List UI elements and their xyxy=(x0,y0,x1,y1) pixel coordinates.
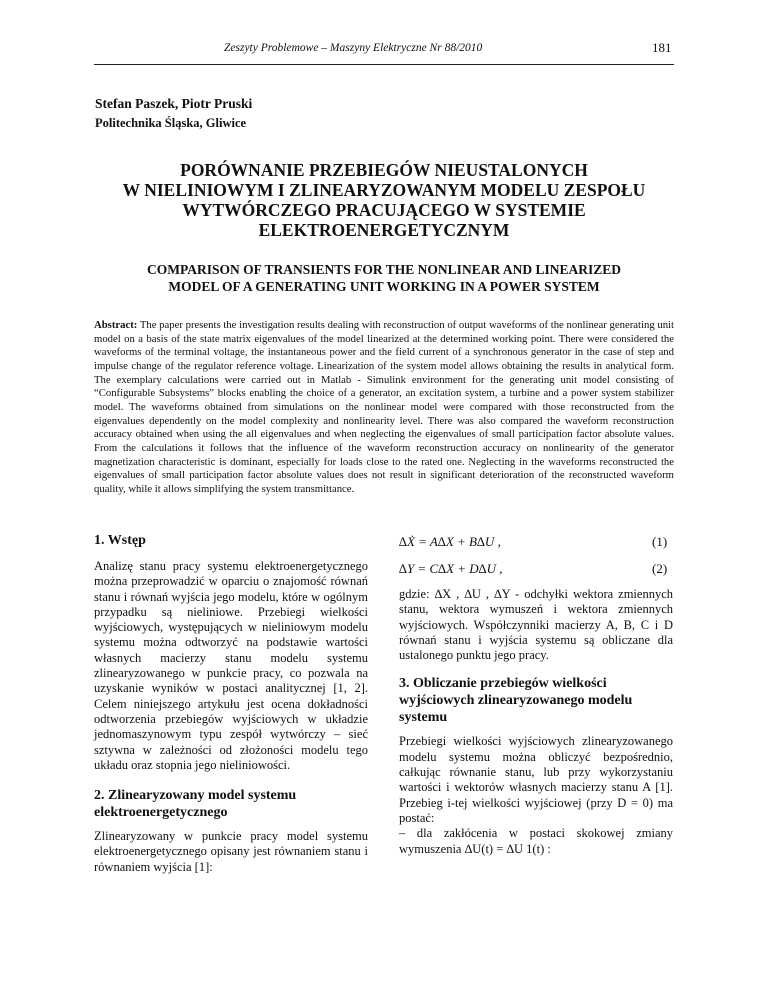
left-column xyxy=(94,532,368,875)
page-number: 181 xyxy=(652,40,672,55)
title-pl-line: PORÓWNANIE PRZEBIEGÓW NIEUSTALONYCH xyxy=(180,160,588,180)
section-2-text: Zlinearyzowany w punkcie pracy model systemu elektroenergetycznego opisany jest równaniem stanu i równaniem wyjścia [1]: xyxy=(94,829,368,874)
equation-2: ∆Y = C∆X + D∆U , xyxy=(399,561,503,576)
title-en-line: COMPARISON OF TRANSIENTS FOR THE NONLINEAR AND LINEARIZED xyxy=(147,262,621,277)
equation-1: ∆Ẋ = A∆X + B∆U , xyxy=(399,534,501,549)
right-column xyxy=(399,587,673,857)
abstract xyxy=(94,319,674,497)
equation-2-number: (2) xyxy=(652,561,668,576)
title-polish xyxy=(94,160,674,240)
abstract-text: The paper presents the investigation results dealing with reconstruction of output waveforms of the nonlinear generating unit model on a basis of the state matrix eigenvalues of the model linearized at the determined working point. There were considered the waveforms of the terminal voltage, the instantaneous power and the field current of a synchronous generator in the case of step and impulse change of the regulator reference voltage. Linearization of the system model allows obtaining the results in analytical form. The exemplary calculations were carried out in Matlab - Simulink environment for the generating unit model consisting of “Configurable Subsystems” blocks enabling the choice of a generator, an excitation system, a turbine and a power system stabilizer model. The waveforms obtained from simulations on the nonlinear model were compared with those reconstructed from the eigenvalues dependently on the model complexity and nonlinearity level. There was also compared the waveform reconstruction accuracy obtained when using the all eigenvalues and when neglecting the eigenvalues of small participation factor absolute values. From the calculations it follows that the influence of the waveform reconstruction accuracy on nonlinearity of the generator magnetization characteristic is dominant, especially for loads close to the rated one. Neglecting in the waveforms reconstructed the eigenvalues of small participation factor absolute values does not result in significant deterioration of the reconstructed waveform quality, while it allows simplifying the system transmittance. xyxy=(94,319,674,495)
section-3-text: Przebiegi wielkości wyjściowych zlinearyzowanego modelu systemu można obliczyć bezpośrednio, całkując równanie stanu, lub przy wykorzystaniu wartości i wektorów własnych macierzy stanu A [1]. Przebieg i-tej wielkości wyjściowej (przy D = 0) ma postać: xyxy=(399,734,673,825)
section-2-heading: 2. Zlinearyzowany model systemu elektroenergetycznego xyxy=(94,788,297,821)
title-pl-line: ELEKTROENERGETYCZNYM xyxy=(258,220,510,240)
abstract-label: Abstract: xyxy=(94,319,138,331)
section-3-bullet: – dla zakłócenia w postaci skokowej zmiany wymuszenia ∆U(t) = ∆U 1(t) : xyxy=(399,826,673,856)
title-pl-line: WYTWÓRCZEGO PRACUJĄCEGO W SYSTEMIE xyxy=(182,200,586,220)
affiliation: Politechnika Śląska, Gliwice xyxy=(95,116,247,130)
running-header: Zeszyty Problemowe – Maszyny Elektryczne Nr 88/2010 xyxy=(224,42,483,54)
header-divider xyxy=(94,64,674,65)
section-1-heading: 1. Wstęp xyxy=(94,533,146,548)
equation-1-number: (1) xyxy=(652,534,668,549)
title-en-line: MODEL OF A GENERATING UNIT WORKING IN A POWER SYSTEM xyxy=(168,279,600,294)
title-english xyxy=(94,261,674,295)
authors: Stefan Paszek, Piotr Pruski xyxy=(95,96,253,111)
section-3-heading: 3. Obliczanie przebiegów wielkości wyjściowych zlinearyzowanego modelu systemu xyxy=(399,676,633,726)
title-pl-line: W NIELINIOWYM I ZLINEARYZOWANYM MODELU ZESPOŁU xyxy=(122,180,646,200)
equation-explanation: gdzie: ∆X , ∆U , ∆Y - odchyłki wektora zmiennych stanu, wektora wymuszeń i wektora zmiennych wyjściowych. Współczynniki macierzy A, B, C i D równań stanu i wyjścia systemu są obliczane dla ustalonego punktu jego pracy. xyxy=(399,587,673,663)
section-1-text: Analizę stanu pracy systemu elektroenergetycznego można przeprowadzić w oparciu o znajomość równań stanu i równań wyjścia jego modelu, które w ogólnym przypadku są nieliniowe. Przebiegi wielkości wyjściowych, występujących w nieliniowym modelu systemu można odtworzyć na podstawie wartości własnych macierzy stanu modelu systemu zlinearyzowanego w punkcie pracy, co pozwala na uzyskanie wyników w postaci analitycznej [1, 2]. Celem niniejszego artykułu jest ocena dokładności odtworzenia przebiegów wyjściowych w układzie jednomaszynowym typu zespół wytwórczy – sieć sztywna w zależności od złożoności modelu tego układu oraz stopnia jego nieliniowości. xyxy=(94,559,368,772)
